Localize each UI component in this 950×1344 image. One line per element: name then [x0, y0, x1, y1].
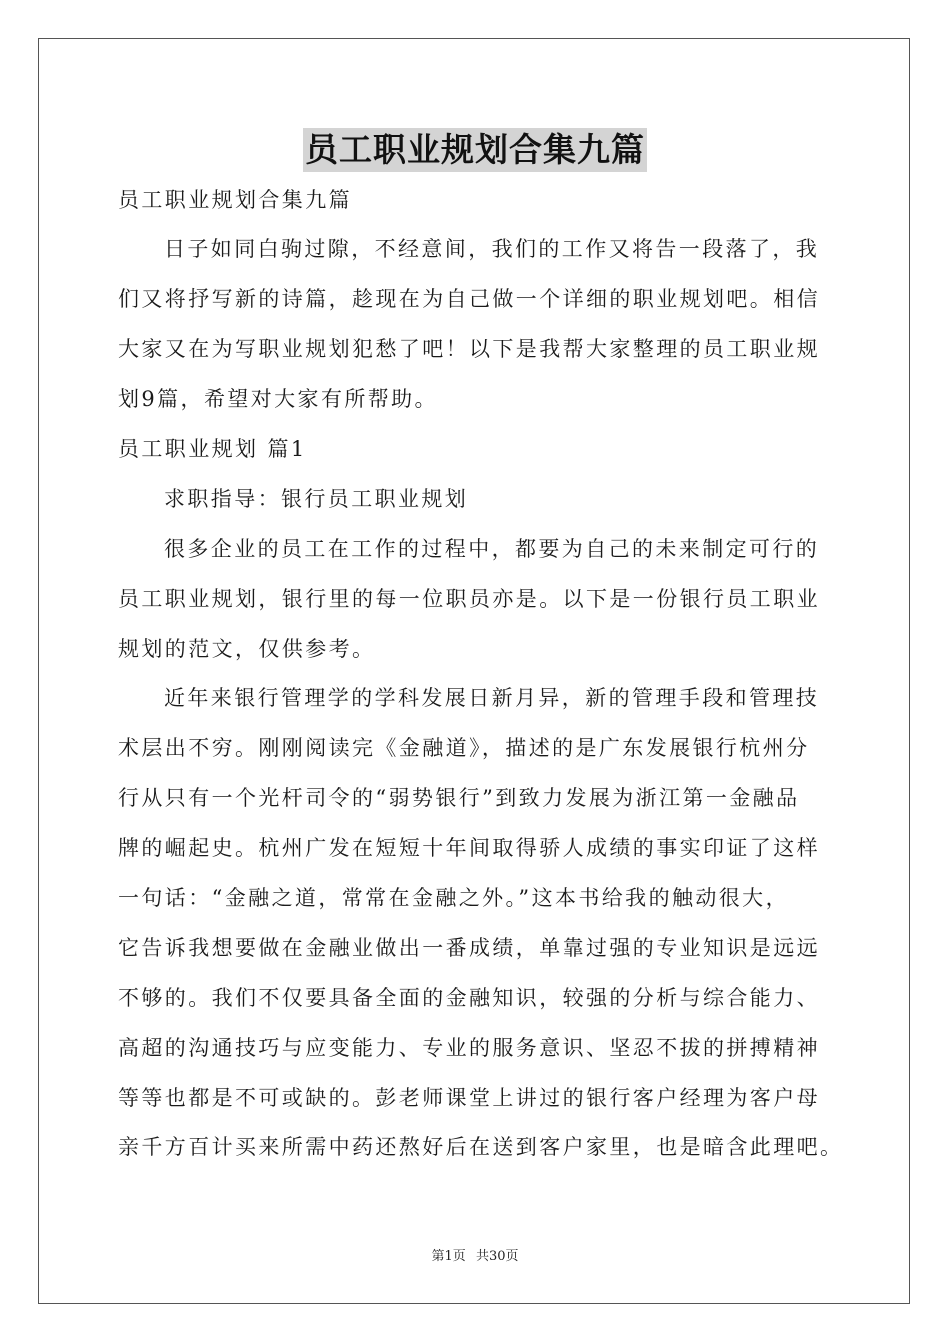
subtitle-line: 员工职业规划合集九篇 [118, 188, 352, 212]
paragraph-line: 不够的。我们不仅要具备全面的金融知识，较强的分析与综合能力、 [118, 986, 820, 1010]
paragraph-line: 术层出不穷。刚刚阅读完《金融道》，描述的是广东发展银行杭州分 [118, 736, 810, 760]
paragraph-line: 它告诉我想要做在金融业做出一番成绩，单靠过强的专业知识是远远 [118, 936, 820, 960]
paragraph-line: 员工职业规划，银行里的每一位职员亦是。以下是一份银行员工职业 [118, 587, 820, 611]
paragraph-line: 们又将抒写新的诗篇，趁现在为自己做一个详细的职业规划吧。相信 [118, 287, 820, 311]
page-number: 第1页 [431, 1249, 466, 1264]
paragraph-line: 求职指导：银行员工职业规划 [164, 487, 469, 511]
paragraph-line: 一句话：“金融之道，常常在金融之外。”这本书给我的触动很大， [118, 886, 789, 910]
paragraph-line: 日子如同白驹过隙，不经意间，我们的工作又将告一段落了，我 [164, 237, 820, 261]
paragraph-line: 大家又在为写职业规划犯愁了吧！以下是我帮大家整理的员工职业规 [118, 337, 820, 361]
paragraph-line: 等等也都是不可或缺的。彭老师课堂上讲过的银行客户经理为客户母 [118, 1086, 820, 1110]
paragraph-line: 很多企业的员工在工作的过程中，都要为自己的未来制定可行的 [164, 537, 820, 561]
document-title-text: 员工职业规划合集九篇 [303, 128, 647, 172]
document-title [0, 128, 950, 178]
paragraph-line: 划9篇，希望对大家有所帮助。 [118, 387, 438, 411]
section-heading: 员工职业规划 篇1 [118, 437, 307, 461]
paragraph-line: 近年来银行管理学的学科发展日新月异，新的管理手段和管理技 [164, 686, 820, 710]
paragraph-line: 牌的崛起史。杭州广发在短短十年间取得骄人成绩的事实印证了这样 [118, 836, 820, 860]
paragraph-line: 行从只有一个光杆司令的“弱势银行”到致力发展为浙江第一金融品 [118, 786, 800, 810]
paragraph-line: 高超的沟通技巧与应变能力、专业的服务意识、坚忍不拔的拼搏精神 [118, 1036, 820, 1060]
page-border [38, 38, 910, 1304]
paragraph-line: 规划的范文，仅供参考。 [118, 637, 376, 661]
page-total: 共30页 [475, 1249, 519, 1264]
paragraph-line: 亲千方百计买来所需中药还熬好后在送到客户家里，也是暗含此理吧。 [118, 1135, 844, 1159]
page-footer [0, 1248, 950, 1266]
